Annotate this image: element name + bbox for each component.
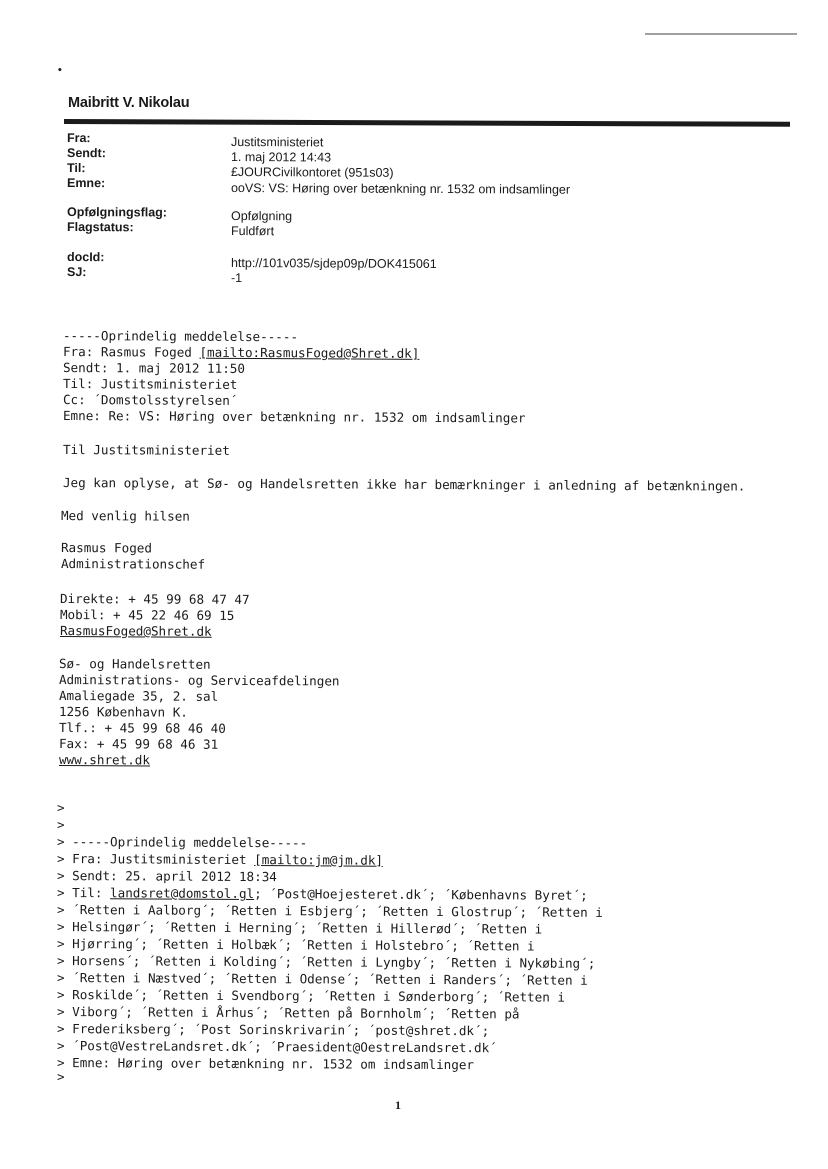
signature-address-line2: 1256 København K. xyxy=(58,704,188,720)
signature-title: Administrationschef xyxy=(60,556,206,572)
quoted-recipients-line: > Frederiksberg´; ´Post Sorinskrivarin´; ´post@shret.dk´; xyxy=(56,1021,490,1039)
quoted-to xyxy=(57,885,588,904)
field-value-sendt: 1. maj 2012 14:43 xyxy=(230,150,332,165)
quoted-subject: > Emne: Høring over betænkning nr. 1532 om indsamlinger xyxy=(56,1055,475,1073)
field-label-docid: docId: xyxy=(66,250,105,265)
message1-sent: Sendt: 1. maj 2012 11:50 xyxy=(62,360,246,376)
quoted-from-mailto-link[interactable]: [mailto:jm@jm.dk] xyxy=(254,852,384,868)
quoted-to-link[interactable]: landsret@domstol.gl xyxy=(110,885,255,902)
message1-subject: Emne: Re: VS: Høring over betænkning nr. 1532 om indsamlinger xyxy=(62,408,526,426)
scan-artifact-dot: • xyxy=(57,66,63,76)
signature-email-link[interactable]: RasmusFoged@Shret.dk xyxy=(59,623,212,639)
message1-body: Jeg kan oplyse, at Sø- og Handelsretten ikke har bemærkninger i anledning af betænkningen. xyxy=(62,475,746,494)
signature-address-line1: Amaliegade 35, 2. sal xyxy=(58,688,219,704)
sender-name: Maibritt V. Nikolau xyxy=(68,95,190,111)
message1-from xyxy=(63,344,419,362)
field-value-emne: ooVS: VS: Høring over betænkning nr. 1532 om indsamlinger xyxy=(230,181,571,197)
header-rule xyxy=(64,119,790,127)
quoted-recipients-line: > ´Retten i Aalborg´; ´Retten i Esbjerg´; ´Retten i Glostrup´; ´Retten i xyxy=(56,902,603,920)
quoted-from xyxy=(57,851,383,869)
field-label-opfolgningsflag: Opfølgningsflag: xyxy=(66,205,168,220)
field-value-fra: Justitsministeriet xyxy=(230,135,324,150)
quote-marker: > xyxy=(56,817,65,833)
signature-mobile-phone: Mobil: + 45 22 46 69 15 xyxy=(59,607,235,623)
quoted-recipients-line: > Horsens´; ´Retten i Kolding´; ´Retten i Lyngby´; ´Retten i Nykøbing´; xyxy=(56,953,596,971)
quoted-recipients-line: > ´Retten i Næstved´; ´Retten i Odense´; ´Retten i Randers´; ´Retten i xyxy=(56,970,588,988)
original-message-separator: -----Oprindelig meddelelse----- xyxy=(62,328,299,345)
message1-closing: Med venlig hilsen xyxy=(60,508,190,524)
quoted-sent: > Sendt: 25. april 2012 18:34 xyxy=(56,868,277,885)
field-value-flagstatus: Fuldført xyxy=(230,224,275,239)
message1-from-mailto-link[interactable]: [mailto:RasmusFoged@Shret.dk] xyxy=(199,344,420,361)
quoted-recipients-line: > Hjørring´; ´Retten i Holbæk´; ´Retten i Holstebro´; ´Retten i xyxy=(56,936,535,954)
field-label-flagstatus: Flagstatus: xyxy=(66,220,134,235)
quoted-recipients-line: > Viborg´; ´Retten i Århus´; ´Retten på Bornholm´; ´Retten på xyxy=(56,1004,520,1022)
field-label-sj: SJ: xyxy=(66,265,87,280)
quoted-to-rest: ; ´Post@Hoejesteret.dk´; ´Københavns Byret´; xyxy=(254,886,588,903)
quoted-message-separator: > -----Oprindelig meddelelse----- xyxy=(56,834,308,851)
signature-phone: Tlf.: + 45 99 68 46 40 xyxy=(58,720,226,736)
field-value-docid: http://101v035/sjdep09p/DOK415061 xyxy=(230,256,437,272)
signature-organization: Sø- og Handelsretten xyxy=(58,656,211,672)
signature-fax: Fax: + 45 99 68 46 31 xyxy=(58,736,219,752)
scan-artifact-line xyxy=(645,33,797,35)
quoted-to-prefix: > Til: xyxy=(56,885,111,901)
message1-from-text: Fra: Rasmus Foged xyxy=(62,344,200,360)
field-label-sendt: Sendt: xyxy=(66,146,106,161)
field-label-fra: Fra: xyxy=(66,131,91,146)
signature-direct-phone: Direkte: + 45 99 68 47 47 xyxy=(59,591,250,607)
signature-website-link[interactable]: www.shret.dk xyxy=(58,752,151,768)
quoted-from-text: > Fra: Justitsministeriet xyxy=(56,851,255,868)
quote-marker: > xyxy=(56,800,65,816)
signature-name: Rasmus Foged xyxy=(60,540,153,556)
message1-to: Til: Justitsministeriet xyxy=(62,376,238,392)
field-value-sj: -1 xyxy=(230,271,243,286)
quote-marker-end: > xyxy=(56,1069,65,1085)
field-value-til: £JOURCivilkontoret (951s03) xyxy=(230,165,394,180)
field-label-emne: Emne: xyxy=(66,176,106,191)
quoted-recipients-line: > ´Post@VestreLandsret.dk´; ´Praesident@OestreLandsret.dk´ xyxy=(56,1038,497,1056)
quoted-recipients-line: > Roskilde´; ´Retten i Svendborg´; ´Retten i Sønderborg´; ´Retten i xyxy=(56,987,566,1005)
signature-department: Administrations- og Serviceafdelingen xyxy=(58,672,340,689)
field-label-til: Til: xyxy=(66,161,86,176)
page-number: 1 xyxy=(395,1098,401,1112)
message1-greeting: Til Justitsministeriet xyxy=(62,442,230,458)
field-value-opfolgningsflag: Opfølgning xyxy=(230,209,293,224)
quoted-recipients-line: > Helsingør´; ´Retten i Herning´; ´Retten i Hillerød´; ´Retten i xyxy=(56,919,543,937)
message1-cc: Cc: ´Domstolsstyrelsen´ xyxy=(62,392,238,408)
